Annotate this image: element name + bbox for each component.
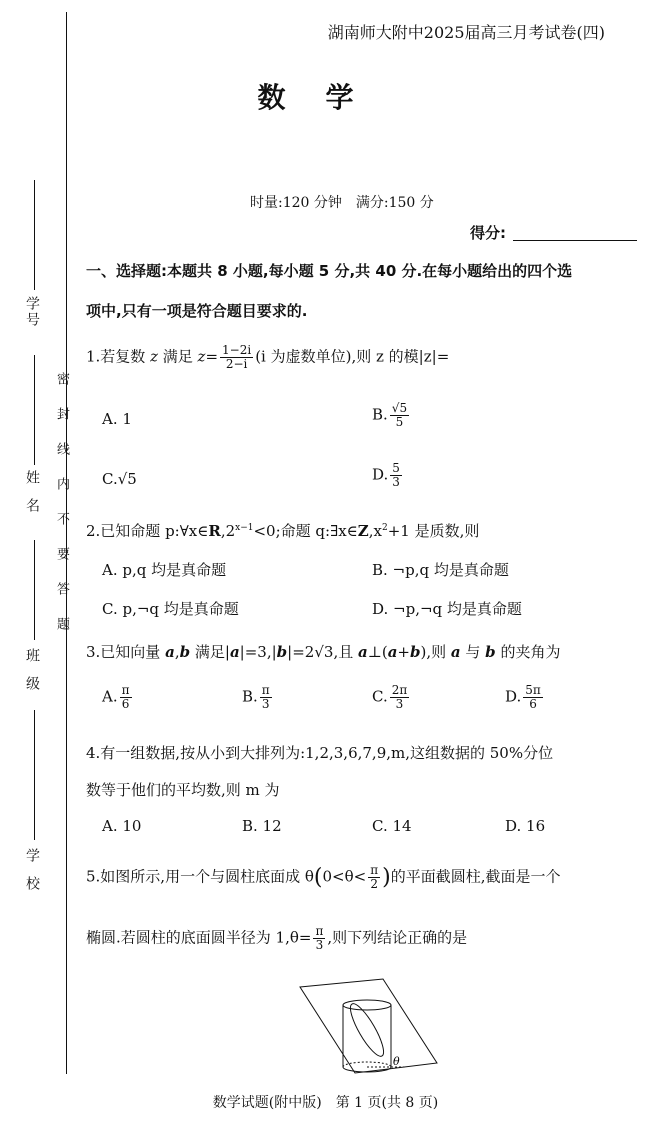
time-info: 时量:120 分钟 满分:150 分: [250, 195, 434, 211]
question-4-line2: 数等于他们的平均数,则 m 为: [86, 781, 280, 799]
section-heading-line2: 项中,只有一项是符合题目要求的.: [86, 302, 308, 320]
student-id-line: [34, 180, 35, 290]
q1-option-d[interactable]: D. $\frac{5}{3}$: [372, 461, 400, 489]
page-title: 数学: [257, 81, 394, 114]
q3-option-a[interactable]: A. $\frac{\pi}{6}$: [102, 683, 130, 711]
q1-fraction: $\frac{1-2i}{2-i}$: [222, 343, 252, 371]
q4-option-d[interactable]: D. 16: [505, 817, 546, 835]
q1-option-b[interactable]: B. $\frac{√5}{5}$: [372, 401, 408, 429]
score-label: 得分:: [470, 224, 506, 242]
question-3-stem: 3.已知向量 a,b 满足|a|=3,|b|=2√3,且 a⊥(a+b),则 a 与 b 的夹角为: [86, 643, 561, 661]
theta-label: θ: [393, 1055, 400, 1068]
question-4-line1: 4.有一组数据,按从小到大排列为:1,2,3,6,7,9,m,这组数据的 50%分位: [86, 744, 554, 762]
q2-option-a[interactable]: A. p,q 均是真命题: [102, 561, 227, 579]
student-id-label: 学号: [24, 296, 40, 328]
q1-option-c[interactable]: C.√5: [102, 470, 137, 488]
name-line: [34, 355, 35, 465]
question-1-stem: 1.若复数 z 满足 z= $\frac{1-2i}{2-i}$ (i 为虚数单位),则 z 的模|z|=: [86, 343, 450, 371]
q3-option-b[interactable]: B. $\frac{\pi}{3}$: [242, 683, 270, 711]
q4-option-a[interactable]: A. 10: [102, 817, 142, 835]
q3-option-d[interactable]: D. $\frac{5\pi}{6}$: [505, 683, 541, 711]
section-heading-line1: 一、选择题:本题共 8 小题,每小题 5 分,共 40 分.在每小题给出的四个选: [86, 262, 573, 280]
q1-option-a[interactable]: A. 1: [102, 410, 132, 428]
school-line: [34, 710, 35, 840]
q2-option-b[interactable]: B. ¬p,q 均是真命题: [372, 561, 509, 579]
class-line: [34, 540, 35, 640]
question-5-line1: 5.如图所示,用一个与圆柱底面成 θ(0<θ< $\frac{\pi}{2}$ )的平面截圆柱,截面是一个: [86, 863, 561, 891]
cylinder-section-figure: [295, 975, 445, 1075]
name-label: 姓名: [24, 470, 40, 526]
page-footer: 数学试题(附中版) 第 1 页(共 8 页): [212, 1095, 439, 1111]
school-label: 学校: [24, 848, 40, 904]
question-5-line2: 椭圆.若圆柱的底面圆半径为 1,θ= $\frac{\pi}{3}$ ,则下列结论正确的是: [86, 924, 468, 952]
cutting-plane: [300, 979, 437, 1073]
score-field[interactable]: [513, 240, 637, 241]
seal-notice: 密封线内不要答题: [54, 372, 69, 652]
q4-option-b[interactable]: B. 12: [242, 817, 282, 835]
q2-option-d[interactable]: D. ¬p,¬q 均是真命题: [372, 600, 522, 618]
exam-title: 湖南师大附中2025届高三月考试卷(四): [327, 23, 605, 42]
q2-option-c[interactable]: C. p,¬q 均是真命题: [102, 600, 239, 618]
question-2-stem: 2.已知命题 $p:\forall x\in R,2^{x-1}<0$;命题 $q:\exists x\in Z,x^2+1$ 是质数,则: [86, 522, 480, 540]
q4-option-c[interactable]: C. 14: [372, 817, 412, 835]
q3-option-c[interactable]: C. $\frac{2\pi}{3}$: [372, 683, 408, 711]
class-label: 班级: [24, 648, 40, 704]
